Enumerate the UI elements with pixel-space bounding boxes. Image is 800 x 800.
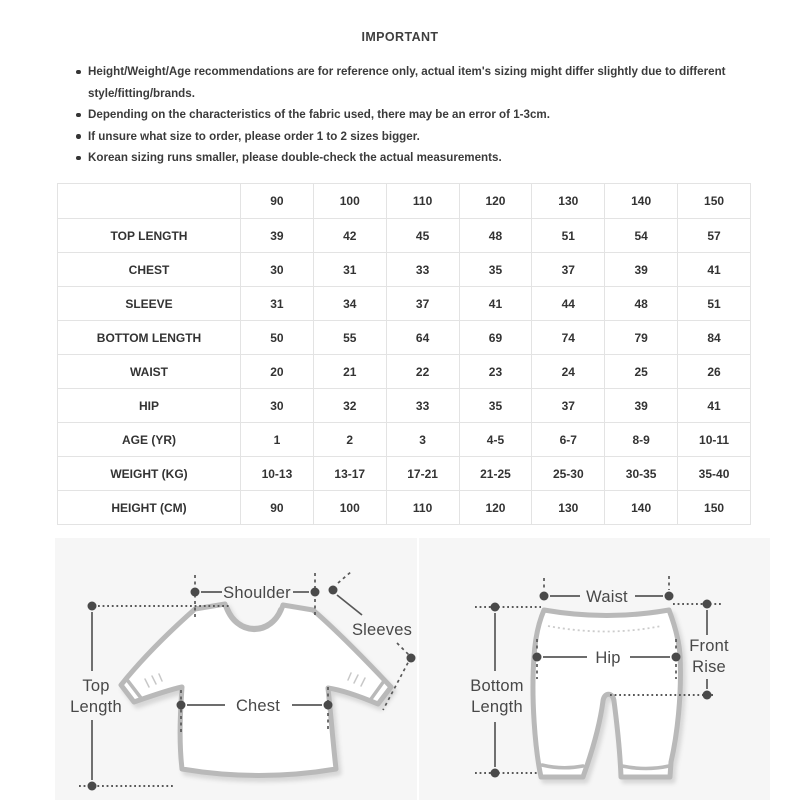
size-value-cell: 25 [605,355,678,389]
size-value-cell: 55 [313,321,386,355]
bottom-length-label-line2: Length [471,698,523,716]
size-value-cell: 23 [459,355,532,389]
size-value-cell: 140 [605,491,678,525]
size-value-cell: 35-40 [678,457,751,491]
size-value-cell: 64 [386,321,459,355]
size-value-cell: 25-30 [532,457,605,491]
size-value-cell: 13-17 [313,457,386,491]
pants-drawing [533,610,680,777]
table-row [58,389,751,423]
waist-measure [540,576,674,606]
size-value-cell: 45 [386,219,459,253]
size-value-cell: 48 [459,219,532,253]
size-column-header: 130 [532,184,605,219]
measurement-diagrams [55,538,770,800]
row-label: HIP [58,389,241,423]
table-row [58,491,751,525]
size-value-cell: 2 [313,423,386,457]
size-value-cell: 6-7 [532,423,605,457]
bottom-length-measure [470,603,541,778]
size-value-cell: 54 [605,219,678,253]
notes-list [75,61,737,169]
size-value-cell: 74 [532,321,605,355]
size-value-cell: 39 [605,389,678,423]
table-row [58,321,751,355]
size-table-corner [58,184,241,219]
size-value-cell: 51 [678,287,751,321]
size-value-cell: 39 [605,253,678,287]
size-value-cell: 4-5 [459,423,532,457]
front-rise-label-line2: Rise [692,658,726,676]
size-value-cell: 10-13 [241,457,314,491]
size-column-header: 100 [313,184,386,219]
size-value-cell: 150 [678,491,751,525]
size-value-cell: 41 [678,253,751,287]
size-value-cell: 90 [241,491,314,525]
size-value-cell: 50 [241,321,314,355]
row-label: WAIST [58,355,241,389]
row-label: SLEEVE [58,287,241,321]
size-value-cell: 10-11 [678,423,751,457]
size-value-cell: 32 [313,389,386,423]
size-value-cell: 17-21 [386,457,459,491]
size-header-row [58,184,751,219]
size-value-cell: 42 [313,219,386,253]
size-value-cell: 79 [605,321,678,355]
size-column-header: 110 [386,184,459,219]
shirt-drawing [121,604,391,776]
row-label: CHEST [58,253,241,287]
size-value-cell: 41 [459,287,532,321]
size-value-cell: 44 [532,287,605,321]
table-row [58,355,751,389]
note-item: If unsure what size to order, please order 1 to 2 sizes bigger. [75,126,737,148]
table-row [58,457,751,491]
size-value-cell: 24 [532,355,605,389]
size-value-cell: 41 [678,389,751,423]
size-value-cell: 1 [241,423,314,457]
size-table [57,183,751,525]
table-row [58,219,751,253]
size-value-cell: 84 [678,321,751,355]
shoulder-label: Shoulder [223,584,291,602]
size-value-cell: 130 [532,491,605,525]
size-value-cell: 37 [532,253,605,287]
size-value-cell: 33 [386,389,459,423]
row-label: TOP LENGTH [58,219,241,253]
bottom-length-label-line1: Bottom [470,677,524,695]
size-value-cell: 31 [313,253,386,287]
size-value-cell: 34 [313,287,386,321]
sleeves-label: Sleeves [351,621,413,639]
row-label: AGE (YR) [58,423,241,457]
size-column-header: 120 [459,184,532,219]
size-value-cell: 33 [386,253,459,287]
size-value-cell: 3 [386,423,459,457]
important-title: IMPORTANT [361,30,439,44]
size-column-header: 140 [605,184,678,219]
note-item: Korean sizing runs smaller, please double-check the actual measurements. [75,147,737,169]
size-value-cell: 26 [678,355,751,389]
size-value-cell: 37 [386,287,459,321]
table-row [58,287,751,321]
size-value-cell: 35 [459,389,532,423]
top-length-label-line2: Length [70,698,122,716]
size-value-cell: 21 [313,355,386,389]
chest-label: Chest [235,697,281,715]
size-value-cell: 100 [313,491,386,525]
waist-label: Waist [586,588,628,606]
size-value-cell: 110 [386,491,459,525]
row-label: WEIGHT (KG) [58,457,241,491]
size-value-cell: 30 [241,253,314,287]
size-column-header: 90 [241,184,314,219]
top-length-label-line1: Top [82,677,110,695]
size-value-cell: 69 [459,321,532,355]
size-value-cell: 39 [241,219,314,253]
size-value-cell: 57 [678,219,751,253]
size-value-cell: 35 [459,253,532,287]
size-value-cell: 8-9 [605,423,678,457]
size-value-cell: 21-25 [459,457,532,491]
table-row [58,423,751,457]
size-value-cell: 37 [532,389,605,423]
size-value-cell: 51 [532,219,605,253]
front-rise-label-line1: Front [689,637,729,655]
size-column-header: 150 [678,184,751,219]
row-label: BOTTOM LENGTH [58,321,241,355]
table-row [58,253,751,287]
size-value-cell: 20 [241,355,314,389]
size-value-cell: 31 [241,287,314,321]
row-label: HEIGHT (CM) [58,491,241,525]
note-item: Depending on the characteristics of the fabric used, there may be an error of 1-3cm. [75,104,737,126]
size-value-cell: 48 [605,287,678,321]
note-item: Height/Weight/Age recommendations are for reference only, actual item's sizing might differ slightly due to different style/fitting/brands. [75,61,737,104]
size-value-cell: 30 [241,389,314,423]
hip-label: Hip [595,649,621,667]
size-value-cell: 30-35 [605,457,678,491]
size-value-cell: 120 [459,491,532,525]
size-value-cell: 22 [386,355,459,389]
shirt-diagram [55,538,417,800]
pants-diagram [419,538,770,800]
